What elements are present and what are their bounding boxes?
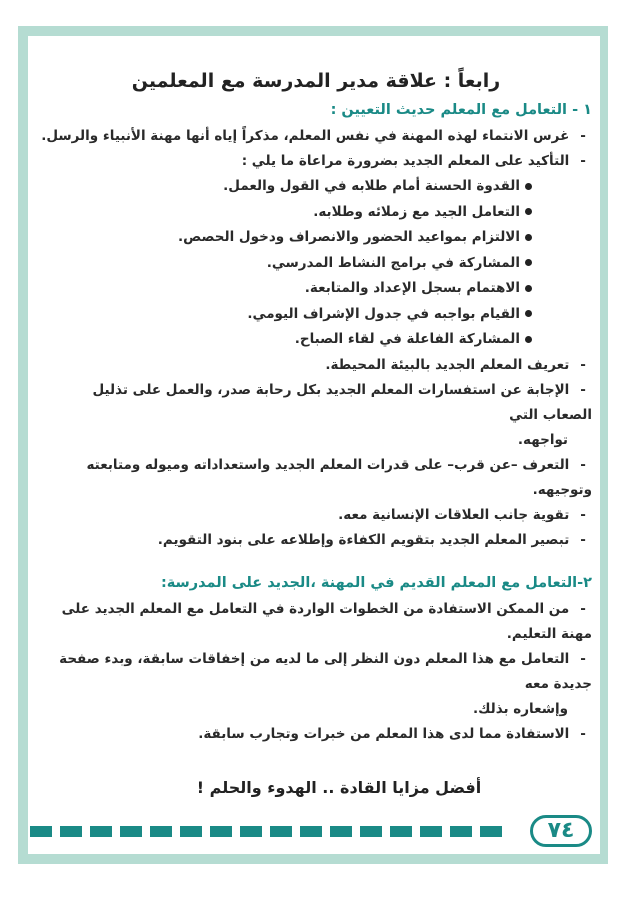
list-item-text: التأكيد على المعلم الجديد بضرورة مراعاة ما يلي : (241, 153, 570, 169)
page-content (40, 70, 592, 747)
dash-marker: - (580, 153, 586, 169)
list-item-text: تقوية جانب العلاقات الإنسانية معه. (338, 506, 570, 523)
bullet-item-text: التعامل الجيد مع زملائه وطلابه. (313, 203, 520, 220)
list-item-text: الإجابة عن استفسارات المعلم الجديد بكل رحابة صدر، والعمل على تذليل الصعاب التي (92, 381, 592, 423)
list-item (40, 149, 592, 174)
bullet-item-text: الاهتمام بسجل الإعداد والمتابعة. (304, 280, 520, 296)
footer-quote: أفضل مزايا القادة .. الهدوء والحلم ! (196, 778, 482, 797)
dash-segment (30, 826, 52, 837)
list-item (40, 353, 592, 378)
bullet-item-text: المشاركة في برامج النشاط المدرسي. (266, 254, 520, 271)
dash-segment (150, 826, 172, 837)
dash-marker: - (580, 381, 586, 398)
bullet-dot-icon (525, 336, 532, 343)
footer-dash-bar (30, 826, 524, 837)
dash-marker: - (580, 128, 586, 144)
list-item (40, 378, 592, 428)
dash-segment (390, 826, 412, 837)
dash-segment (270, 826, 292, 837)
list-item (40, 503, 592, 528)
list-item-text: من الممكن الاستفادة من الخطوات الواردة في التعامل مع المعلم الجديد على مهنة التعليم. (61, 600, 592, 642)
page-number: ٧٤ (530, 815, 592, 847)
list-item-continuation: وإشعاره بذلك. (472, 700, 568, 717)
bullet-item (40, 327, 592, 353)
dash-marker: - (580, 650, 586, 667)
bullet-item-text: القدوة الحسنة أمام طلابه في القول والعمل. (223, 178, 520, 194)
list-item-text: التعامل مع هذا المعلم دون النظر إلى ما لديه من إخفاقات سابقة، وبدء صفحة جديدة معه (59, 650, 592, 692)
dash-marker: - (580, 531, 586, 548)
bullet-dot-icon (525, 259, 532, 266)
dash-segment (240, 826, 262, 837)
page-title: رابعاً : علاقة مدير المدرسة مع المعلمين (131, 70, 501, 92)
list-item-text: تبصير المعلم الجديد بتقويم الكفاءة وإطلاعه على بنود التقويم. (157, 531, 570, 548)
list-item-text: غرس الانتماء لهذه المهنة في نفس المعلم، مذكراً إياه أنها مهنة الأنبياء والرسل. (41, 128, 570, 144)
dash-segment (420, 826, 442, 837)
bullet-item (40, 251, 592, 277)
bullet-item (40, 225, 592, 251)
section-spacer (40, 553, 592, 571)
list-item (40, 124, 592, 149)
list-item (40, 647, 592, 697)
bullet-item (40, 200, 592, 226)
list-item (40, 722, 592, 747)
bullet-item (40, 174, 592, 200)
list-item-continuation: تواجهه. (517, 431, 568, 448)
dash-segment (330, 826, 352, 837)
dash-segment (60, 826, 82, 837)
dash-segment (480, 826, 502, 837)
list-item-text: التعرف –عن قرب– على قدرات المعلم الجديد واستعداداته وميوله ومتابعته وتوجيهه. (86, 456, 592, 498)
list-item-text: تعريف المعلم الجديد بالبيئة المحيطة. (325, 356, 570, 373)
dash-segment (90, 826, 112, 837)
bullet-dot-icon (525, 183, 532, 190)
bullet-dot-icon (525, 234, 532, 241)
dash-segment (120, 826, 142, 837)
list-item (40, 528, 592, 553)
section-2-heading: ٢-التعامل مع المعلم القديم في المهنة ،الجديد على المدرسة: (160, 574, 592, 591)
bullet-dot-icon (525, 310, 532, 317)
bullet-dot-icon (525, 208, 532, 215)
list-item-text: الاستفادة مما لدى هذا المعلم من خبرات وتجارب سابقة. (198, 725, 570, 742)
dash-marker: - (580, 356, 586, 373)
dash-segment (180, 826, 202, 837)
bullet-item-text: الالتزام بمواعيد الحضور والانصراف ودخول الحصص. (177, 229, 520, 245)
dash-segment (300, 826, 322, 837)
bullet-item-text: المشاركة الفاعلة في لقاء الصباح. (294, 331, 520, 347)
dash-segment (210, 826, 232, 837)
dash-segment (450, 826, 472, 837)
bullet-item-text: القيام بواجبه في جدول الإشراف اليومي. (247, 305, 520, 322)
dash-marker: - (580, 456, 586, 473)
list-item (40, 597, 592, 647)
dash-marker: - (580, 725, 586, 742)
bullet-item (40, 276, 592, 302)
section-1-heading: ١ - التعامل مع المعلم حديث التعيين : (330, 102, 592, 118)
dash-marker: - (580, 506, 586, 523)
dash-segment (360, 826, 382, 837)
bullet-dot-icon (525, 285, 532, 292)
list-item (40, 453, 592, 503)
bullet-item (40, 302, 592, 328)
dash-marker: - (580, 600, 586, 617)
